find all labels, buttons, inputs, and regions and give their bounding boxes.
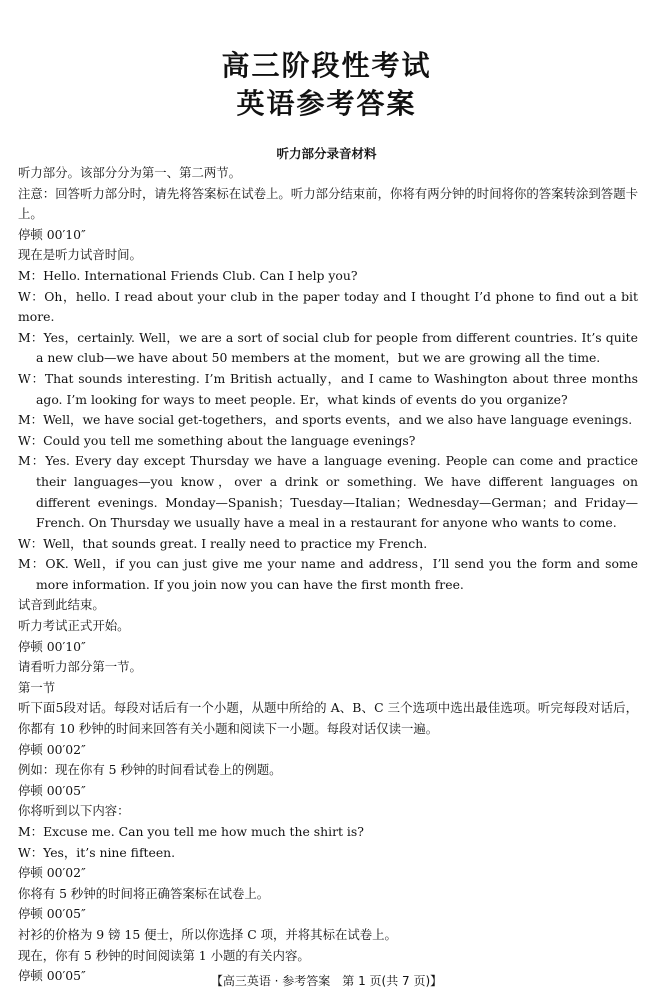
transcript-line: M：Yes，certainly. Well，we are a sort of social club for people from different countries. It’s quite a new club—we have about 50 members at the moment，but we are growing all the time.: [18, 329, 638, 366]
transcript-line: W：Oh，hello. I read about your club in the paper today and I thought I’d phone to find out a bit more.: [18, 288, 638, 325]
transcript-line: 停顿 00′10″: [18, 226, 86, 242]
transcript-line: W：Could you tell me something about the language evenings?: [18, 432, 416, 448]
transcript-line: 请看听力部分第一节。: [18, 659, 142, 675]
transcript-line: M：Yes. Every day except Thursday we have a language evening. People can come and practice their languages—you know，over a drink or something. We have different languages on different evenings. Monday—Spanish；Tuesday—Italian；Wednesday—German；and Friday—French. On Thursday we usually have a meal in a restaurant for anyone who wants to come.: [18, 453, 638, 531]
transcript-line: M：Hello. International Friends Club. Can I help you?: [18, 267, 358, 283]
document-subtitle: 英语参考答案: [236, 87, 417, 120]
transcript-line: M：Well，we have social get-togethers，and sports events，and we also have language evenings.: [18, 412, 633, 428]
transcript-line: 停顿 00′05″: [18, 968, 86, 984]
transcript-line: 衬衫的价格为 9 镑 15 便士，所以你选择 C 项，并将其标在试卷上。: [18, 926, 397, 942]
transcript-line: 听力部分。该部分分为第一、第二两节。: [18, 165, 242, 180]
transcript-line: 第一节: [18, 679, 56, 695]
transcript-line: 停顿 00′02″: [18, 741, 86, 757]
transcript-line: W：That sounds interesting. I’m British actually，and I came to Washington about three months ago. I’m looking for ways to meet people. Er，what kinds of events do you organize?: [18, 370, 638, 407]
transcript-line: 听下面5段对话。每段对话后有一个小题，从题中所给的 A、B、C 三个选项中选出最佳选项。听完每段对话后，你都有 10 秒钟的时间来回答有关小题和阅读下一小题。每段对话仅读一遍。: [18, 700, 638, 737]
page-footer: 【高三英语 · 参考答案 第 1 页(共 7 页)】: [210, 974, 443, 988]
transcript-line: 你将听到以下内容：: [18, 803, 130, 819]
transcript-body: [18, 163, 638, 987]
transcript-line: 现在是听力试音时间。: [18, 247, 142, 263]
transcript-line: 听力考试正式开始。: [18, 618, 130, 634]
transcript-line: M：OK. Well，if you can just give me your name and address，I’ll send you the form and some more information. If you join now you can have the first month free.: [18, 556, 638, 592]
transcript-line: M：Excuse me. Can you tell me how much the shirt is?: [18, 824, 364, 839]
transcript-line: 你将有 5 秒钟的时间将正确答案标在试卷上。: [18, 885, 270, 901]
transcript-line: 注意：回答听力部分时，请先将答案标在试卷上。听力部分结束前，你将有两分钟的时间将你的答案转涂到答题卡上。: [18, 185, 638, 222]
section-heading: 听力部分录音材料: [276, 146, 377, 161]
transcript-line: 停顿 00′05″: [18, 906, 86, 922]
transcript-line: 例如：现在你有 5 秒钟的时间看试卷上的例题。: [18, 762, 282, 778]
transcript-line: 停顿 00′05″: [18, 782, 86, 798]
transcript-line: 试音到此结束。: [18, 597, 105, 613]
transcript-line: 停顿 00′02″: [18, 865, 86, 881]
transcript-line: 停顿 00′10″: [18, 638, 86, 654]
transcript-line: W：Yes，it’s nine fifteen.: [18, 844, 176, 860]
document-title: 高三阶段性考试: [221, 49, 432, 82]
transcript-line: W：Well，that sounds great. I really need to practice my French.: [18, 535, 428, 551]
transcript-line: 现在，你有 5 秒钟的时间阅读第 1 小题的有关内容。: [18, 947, 310, 963]
